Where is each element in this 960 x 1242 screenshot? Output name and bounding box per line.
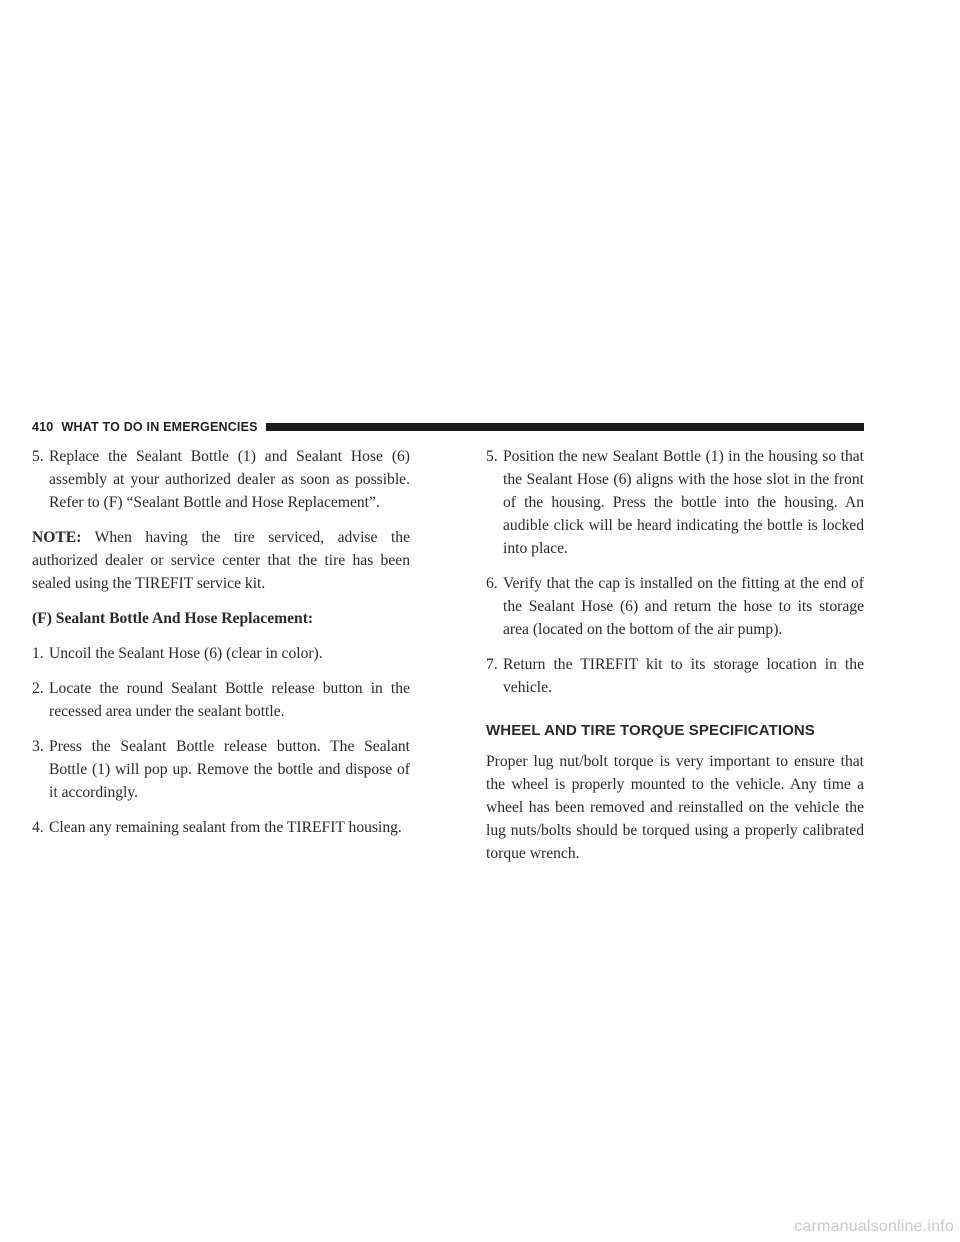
header-rule	[266, 423, 864, 431]
list-item	[486, 445, 864, 560]
list-item-text: Uncoil the Sealant Hose (6) (clear in color).	[49, 645, 323, 662]
section-title: WHAT TO DO IN EMERGENCIES	[61, 420, 258, 434]
list-item-text: Position the new Sealant Bottle (1) in the housing so that the Sealant Hose (6) aligns with the hose slot in the front of the housing. Press the bottle into the housing. An audible click will be heard indicating the bottle is locked into place.	[503, 448, 864, 557]
list-item-text: Press the Sealant Bottle release button. The Sealant Bottle (1) will pop up. Remove the bottle and dispose of it accordingly.	[49, 738, 410, 801]
list-item-text: Clean any remaining sealant from the TIREFIT housing.	[49, 819, 402, 836]
list-item	[32, 735, 410, 804]
left-column	[32, 445, 410, 851]
list-item	[32, 445, 410, 514]
list-item-number: 1.	[32, 645, 44, 662]
note-paragraph	[32, 526, 410, 595]
list-item	[486, 653, 864, 699]
note-label: NOTE:	[32, 529, 82, 546]
list-item-number: 7.	[486, 656, 498, 673]
note-text: When having the tire serviced, advise the authorized dealer or service center that the tire has been sealed using the TIREFIT service kit.	[32, 529, 410, 592]
list-item-text: Replace the Sealant Bottle (1) and Sealant Hose (6) assembly at your authorized dealer as soon as possible. Refer to (F) “Sealant Bottle and Hose Replacement”.	[49, 448, 410, 511]
list-item-number: 6.	[486, 575, 498, 592]
section-body: Proper lug nut/bolt torque is very important to ensure that the wheel is properly mounted to the vehicle. Any time a wheel has been removed and reinstalled on the vehicle the lug nuts/bolts should be torqued using a properly calibrated torque wrench.	[486, 753, 864, 862]
list-item-number: 5.	[486, 448, 498, 465]
list-item	[32, 642, 410, 665]
subheading: (F) Sealant Bottle And Hose Replacement:	[32, 610, 314, 627]
watermark: carmanualsonline.info	[794, 1218, 954, 1235]
list-item-text: Return the TIREFIT kit to its storage location in the vehicle.	[503, 656, 864, 696]
list-item-number: 4.	[32, 819, 44, 836]
list-item-text: Verify that the cap is installed on the fitting at the end of the Sealant Hose (6) and return the hose to its storage area (located on the bottom of the air pump).	[503, 575, 864, 638]
list-item-number: 2.	[32, 680, 44, 697]
list-item-number: 5.	[32, 448, 44, 465]
right-column	[486, 445, 864, 877]
list-item	[32, 677, 410, 723]
section-heading: WHEEL AND TIRE TORQUE SPECIFICATIONS	[486, 722, 815, 739]
list-item	[486, 572, 864, 641]
list-item-text: Locate the round Sealant Bottle release button in the recessed area under the sealant bottle.	[49, 680, 410, 720]
page-number: 410	[32, 420, 54, 434]
page-header	[32, 419, 864, 435]
list-item-number: 3.	[32, 738, 44, 755]
list-item	[32, 816, 410, 839]
